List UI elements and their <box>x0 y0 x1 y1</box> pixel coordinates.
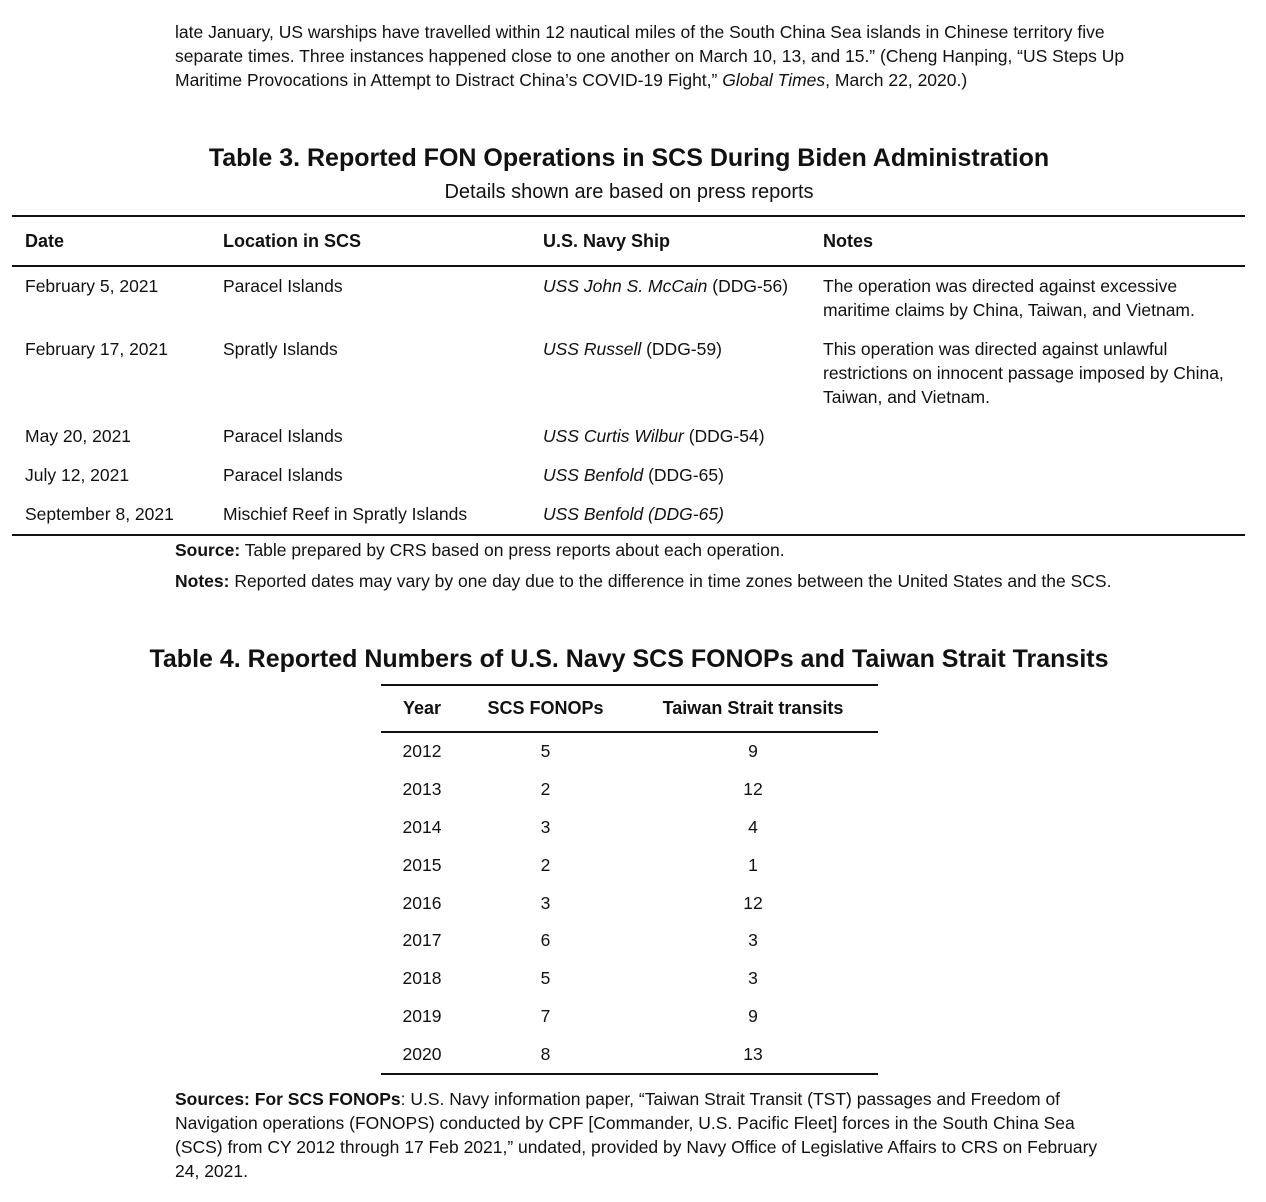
year-cell: 2012 <box>402 741 442 762</box>
fonops-cell: 5 <box>540 741 551 762</box>
year-cell: 2017 <box>402 930 442 951</box>
fonops-cell: 2 <box>540 779 551 800</box>
table3-header-notes: Notes <box>810 216 1245 266</box>
table-row <box>12 330 1245 417</box>
intro-paragraph <box>175 20 1125 92</box>
intro-publication: Global Times <box>722 70 826 90</box>
ship-name: USS Benfold (DDG-65) <box>543 504 724 524</box>
year-cell: 2020 <box>381 1035 463 1074</box>
fonop-date: September 8, 2021 <box>12 495 210 535</box>
fonops-cell: 3 <box>540 816 551 837</box>
table4-header-year: Year <box>381 685 463 732</box>
table-row <box>381 922 878 960</box>
fonop-notes <box>810 456 1245 495</box>
table-row <box>381 884 878 922</box>
table3-header-row <box>12 216 1245 266</box>
fonops-cell: 6 <box>540 930 551 951</box>
table-row <box>381 1035 878 1074</box>
transits-cell: 12 <box>743 779 763 800</box>
intro-quote: late January, US warships have travelled within 12 nautical miles of the South China Sea islands in Chinese territory five separate times. Three instances happened close to one another on March 10, 13, and 15.” (Cheng Hanping, “US Steps Up Maritime Provocations in Attempt to Distract China’s COVID-19 Fight,” <box>175 22 1125 90</box>
transits-cell: 1 <box>748 854 758 875</box>
ship-name: USS Benfold <box>543 465 644 485</box>
source-label: Source: <box>175 540 241 560</box>
table-row <box>12 266 1245 330</box>
table-row <box>381 998 878 1036</box>
table-row <box>381 732 878 771</box>
ship-name: USS Curtis Wilbur <box>543 426 684 446</box>
fonop-notes: This operation was directed against unlawful restrictions on innocent passage imposed by China, Taiwan, and Vietnam. <box>823 339 1224 407</box>
table-row <box>12 495 1245 535</box>
table3-header-location: Location in SCS <box>210 216 530 266</box>
ship-name: USS John S. McCain <box>543 276 708 296</box>
fonop-notes <box>810 417 1245 456</box>
fonop-ship <box>530 456 810 495</box>
fonops-cell: 3 <box>540 892 551 913</box>
fonop-ship <box>530 266 810 330</box>
year-cell: 2015 <box>402 854 442 875</box>
table3-source <box>175 538 1125 562</box>
table4-header-fonops: SCS FONOPs <box>463 685 628 732</box>
fonops-cell: 5 <box>540 968 551 989</box>
fonop-date: February 17, 2021 <box>25 339 169 359</box>
fonop-date: February 5, 2021 <box>25 276 159 296</box>
table3-notes <box>175 569 1125 593</box>
table-row <box>381 771 878 809</box>
sources-label: Sources: For SCS FONOPs <box>175 1089 401 1109</box>
transits-cell: 12 <box>743 892 763 913</box>
fonops-cell: 8 <box>463 1035 628 1074</box>
transits-cell: 3 <box>748 968 758 989</box>
table3-header-ship: U.S. Navy Ship <box>530 216 810 266</box>
table-row <box>381 846 878 884</box>
table-row <box>12 456 1245 495</box>
table-row <box>381 960 878 998</box>
fonop-location: Spratly Islands <box>223 339 338 359</box>
fonop-location: Paracel Islands <box>223 426 343 446</box>
fonop-ship <box>530 417 810 456</box>
fonops-cell: 2 <box>540 854 551 875</box>
ship-name: USS Russell <box>543 339 642 359</box>
fonops-cell: 7 <box>540 1005 551 1026</box>
ship-hull-number: (DDG-54) <box>683 426 765 446</box>
table3-title: Table 3. Reported FON Operations in SCS During Biden Administration <box>208 144 1050 172</box>
table-row <box>381 809 878 847</box>
transits-cell: 13 <box>628 1035 878 1074</box>
sources-text: : U.S. Navy information paper, “Taiwan Strait Transit (TST) passages and Freedom of Navigation operations (FONOPS) conducted by CPF [Commander, U.S. Pacific Fleet] forces in the South China Sea (SCS) from CY 2012 through 17 Feb 2021,” undated, provided by Navy Office of Legislative Affairs to CRS on February 24, 2021. <box>175 1089 1098 1181</box>
year-cell: 2016 <box>402 892 442 913</box>
fonop-ship <box>530 495 810 535</box>
table-row <box>12 417 1245 456</box>
table4 <box>381 684 878 1075</box>
notes-label: Notes: <box>175 571 230 591</box>
transits-cell: 4 <box>748 816 758 837</box>
ship-hull-number: (DDG-59) <box>641 339 722 359</box>
fonop-date: May 20, 2021 <box>25 426 132 446</box>
table4-sources <box>175 1087 1125 1183</box>
ship-hull-number: (DDG-56) <box>707 276 789 296</box>
fonop-location: Paracel Islands <box>223 276 343 296</box>
fonop-date: July 12, 2021 <box>25 465 130 485</box>
table3 <box>12 215 1245 536</box>
transits-cell: 9 <box>748 741 758 762</box>
transits-cell: 3 <box>748 930 758 951</box>
fonop-location: Paracel Islands <box>223 465 343 485</box>
fonop-ship <box>530 330 810 417</box>
source-text: Table prepared by CRS based on press reports about each operation. <box>240 540 785 560</box>
intro-date: , March 22, 2020.) <box>825 70 968 90</box>
notes-text: Reported dates may vary by one day due to the difference in time zones between the United States and the SCS. <box>229 571 1112 591</box>
fonop-location: Mischief Reef in Spratly Islands <box>210 495 530 535</box>
table4-header-row <box>381 685 878 732</box>
table4-title: Table 4. Reported Numbers of U.S. Navy SCS FONOPs and Taiwan Strait Transits <box>149 645 1109 673</box>
table4-header-transits: Taiwan Strait transits <box>628 685 878 732</box>
table3-subtitle: Details shown are based on press reports <box>444 181 814 203</box>
fonop-notes: The operation was directed against excessive maritime claims by China, Taiwan, and Vietnam. <box>823 276 1195 320</box>
transits-cell: 9 <box>748 1005 758 1026</box>
year-cell: 2019 <box>402 1005 442 1026</box>
fonop-notes <box>810 495 1245 535</box>
year-cell: 2014 <box>402 816 442 837</box>
year-cell: 2018 <box>402 968 442 989</box>
year-cell: 2013 <box>402 779 442 800</box>
table3-header-date: Date <box>12 216 210 266</box>
ship-hull-number: (DDG-65) <box>643 465 724 485</box>
